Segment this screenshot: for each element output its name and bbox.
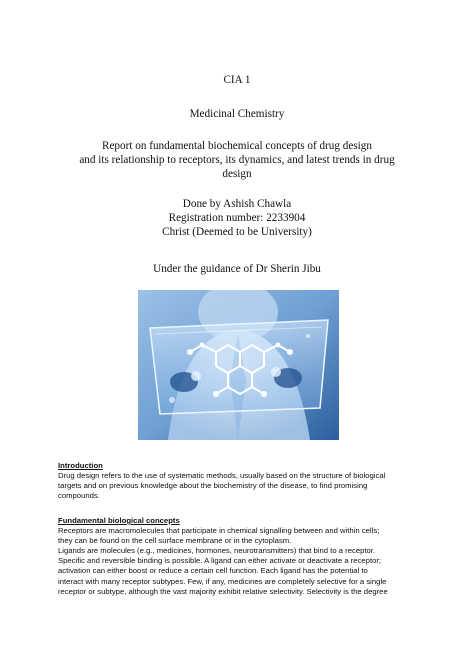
report-title-line: and its relationship to receptors, its dynamics, and latest trends in drug (79, 154, 395, 166)
university-name: Christ (Deemed to be University) (162, 226, 312, 238)
fundamentals-heading: Fundamental biological concepts (58, 516, 180, 525)
fundamentals-line: Specific and reversible binding is possible. A ligand can either activate or deactivate a receptor; (58, 556, 382, 566)
subject-title: Medicinal Chemistry (189, 108, 285, 120)
author-name: Done by Ashish Chawla (182, 198, 292, 210)
fundamentals-line: receptor or subtype, although the vast majority exhibit relative selectivity. Selectivity is the degree (58, 586, 388, 596)
report-title (40, 139, 434, 181)
introduction-line: compounds. (58, 491, 100, 501)
report-title-line: design (222, 168, 252, 180)
introduction-line: targets and on previous knowledge about the biochemistry of the disease, to find promising (58, 481, 368, 491)
course-code: CIA 1 (223, 74, 251, 86)
fundamentals-line: they can be found on the cell surface membrane or in the cytoplasm. (58, 536, 292, 546)
report-title-line: Report on fundamental biochemical concepts of drug design (102, 140, 372, 152)
introduction-heading: Introduction (58, 461, 103, 470)
fundamentals-line: Receptors are macromolecules that participate in chemical signalling between and within cells; (58, 526, 380, 536)
fundamentals-line: Ligands are molecules (e.g., medicines, hormones, neurotransmitters) that bind to a receptor. (58, 546, 376, 556)
fundamentals-section (58, 516, 430, 597)
fundamentals-line: activation can either boost or reduce a certain cell function. Each ligand has the potential to (58, 566, 368, 576)
registration-number: Registration number: 2233904 (168, 212, 306, 224)
guidance-line: Under the guidance of Dr Sherin Jibu (153, 263, 321, 275)
introduction-section (58, 461, 430, 501)
introduction-line: Drug design refers to the use of systematic methods, usually based on the structure of biological (58, 471, 386, 481)
molecule-hologram-image (138, 290, 339, 440)
fundamentals-line: interact with many receptor subtypes. Few, if any, medicines are completely selective for a single (58, 576, 387, 586)
author-block (40, 197, 434, 239)
